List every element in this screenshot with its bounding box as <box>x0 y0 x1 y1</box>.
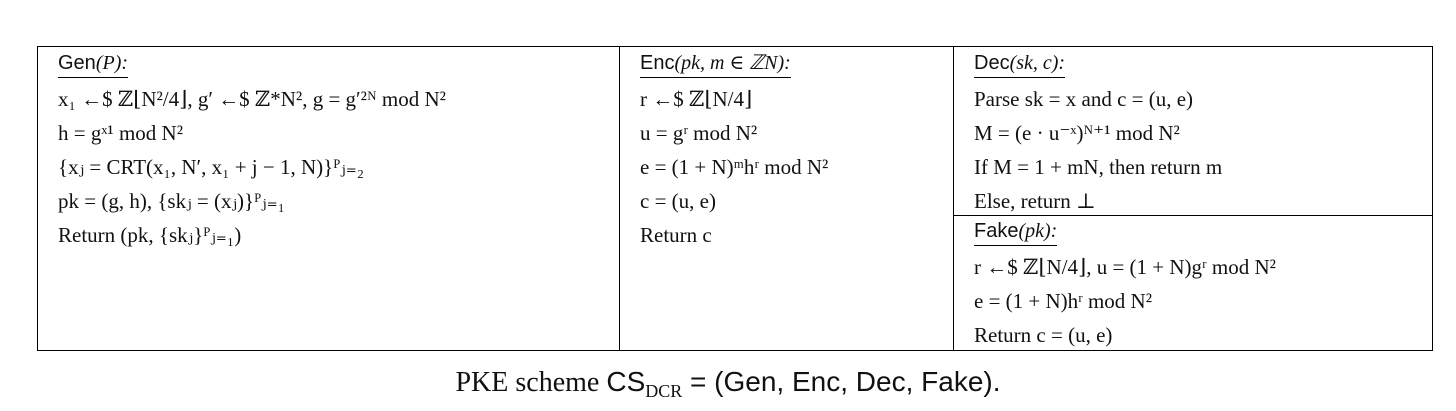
fake-header-arg: (pk): <box>1018 220 1058 242</box>
enc-line: u = gʳ mod N² <box>640 121 758 145</box>
fake-header <box>974 217 1057 246</box>
dec-header <box>974 49 1065 78</box>
enc-column <box>640 49 948 252</box>
caption-subscript: DCR <box>645 381 683 401</box>
scheme-table <box>37 46 1433 351</box>
gen-header-name: Gen <box>58 52 96 74</box>
column-divider-gen-enc <box>619 47 620 350</box>
caption-rest: = (Gen, Enc, Dec, Fake). <box>682 366 1001 397</box>
gen-line: pk = (g, h), {skⱼ = (xⱼ)}ᴾⱼ₌₁ <box>58 189 286 213</box>
fake-line: r ←$ ℤ⌊N/4⌋, u = (1 + N)gʳ mod N² <box>974 255 1276 279</box>
dec-column <box>974 49 1430 218</box>
dec-line: Else, return ⊥ <box>974 189 1096 213</box>
fake-line: Return c = (u, e) <box>974 323 1113 347</box>
fake-line: e = (1 + N)hʳ mod N² <box>974 289 1153 313</box>
dec-header-name: Dec <box>974 52 1010 74</box>
gen-line: h = gˣ¹ mod N² <box>58 121 184 145</box>
caption-prefix: PKE scheme <box>455 367 607 398</box>
gen-line: Return (pk, {skⱼ}ᴾⱼ₌₁) <box>58 223 242 247</box>
gen-header <box>58 49 128 78</box>
gen-header-arg: (P): <box>95 52 129 74</box>
gen-column <box>58 49 614 252</box>
enc-line: e = (1 + N)ᵐhʳ mod N² <box>640 155 829 179</box>
enc-line: r ←$ ℤ⌊N/4⌋ <box>640 87 753 111</box>
dec-line: Parse sk = x and c = (u, e) <box>974 87 1194 111</box>
enc-header <box>640 49 791 78</box>
enc-header-name: Enc <box>640 52 675 74</box>
column-divider-enc-dec <box>953 47 954 350</box>
fake-header-name: Fake <box>974 220 1019 242</box>
fake-column <box>974 217 1430 352</box>
gen-line: x₁ ←$ ℤ⌊N²/4⌋, g′ ←$ ℤ*N², g = g′²ᴺ mod N² <box>58 87 446 111</box>
enc-line: Return c <box>640 223 712 247</box>
caption-cs: CS <box>606 366 646 397</box>
figure-caption <box>0 362 1456 411</box>
dec-line: If M = 1 + mN, then return m <box>974 155 1223 179</box>
dec-line: M = (e · u⁻ˣ)ᴺ⁺¹ mod N² <box>974 121 1180 145</box>
gen-line: {xⱼ = CRT(x₁, N′, x₁ + j − 1, N)}ᴾⱼ₌₂ <box>58 155 365 179</box>
enc-line: c = (u, e) <box>640 189 716 213</box>
enc-header-arg: (pk, m ∈ ℤN): <box>674 52 791 74</box>
dec-header-arg: (sk, c): <box>1009 52 1066 74</box>
